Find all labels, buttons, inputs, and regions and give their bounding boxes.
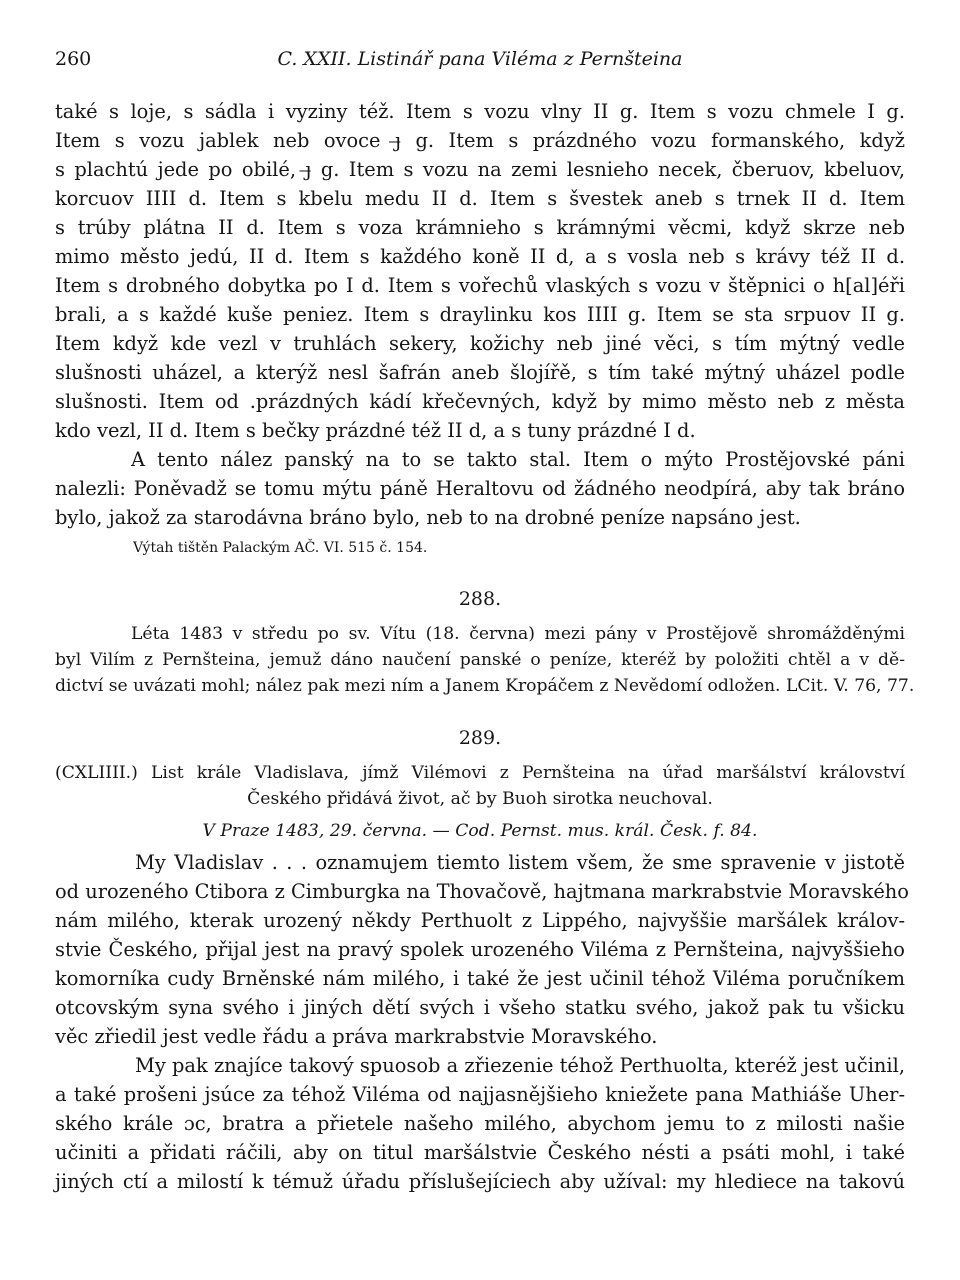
text-line: ského krále ɔc, bratra a přietele našeho milého, abychom jemu to z milosti našie: [55, 1112, 905, 1135]
regest-288: [55, 621, 915, 699]
paragraph-vladislav: [55, 848, 909, 1051]
text-line: slušnosti uházel, a kterýž nesl šafrán aneb šlojířě, s tím také mýtný uházel podle: [55, 361, 905, 384]
text-line: také s loje, s sádla i vyziny též. Item s vozu vlny II g. Item s vozu chmele I g.: [55, 100, 905, 123]
paragraph-perthuolt: [55, 1051, 905, 1196]
text-line: učiniti a přidati ráčili, aby on titul maršálstvie Českého nésti a psáti mohl, i také: [55, 1141, 905, 1164]
paragraph-toll-items: [55, 97, 905, 445]
text-line: brali, a s každé kuše peniez. Item s draylinku kos IIII g. Item se sta srpuov II g.: [55, 303, 905, 326]
dateline: V Praze 1483, 29. června. — Cod. Pernst. mus. král. Česk. f. 84.: [202, 821, 758, 841]
text-line: stvie Českého, přijal jest na pravý spolek urozeného Viléma z Pernšteina, najvyššieho: [55, 938, 905, 961]
running-title: C. XXII. Listinář pana Viléma z Pernšteina: [277, 48, 683, 70]
text-line: My pak znajíce takový spuosob a zřiezenie téhož Perthuolta, kteréž jest učinil,: [135, 1054, 905, 1077]
text-line: My Vladislav . . . oznamujem tiemto listem všem, že sme spravenie v jistotě: [135, 851, 905, 874]
text-line: nám milého, kterak urozený někdy Perthuolt z Lippého, najvyššie maršálek králov-: [55, 909, 905, 932]
source-note: Výtah tištěn Palackým AČ. VI. 515 č. 154.: [133, 540, 428, 556]
title-line: (CXLIIII.) List krále Vladislava, jímž Vilémovi z Pernšteina na úřad maršálství království: [55, 763, 905, 783]
text-line: bylo, jakož za starodávna bráno bylo, neb to na drobné peníze napsáno jest.: [55, 506, 801, 529]
title-289: [55, 760, 905, 812]
text-line: korcuov IIII d. Item s kbelu medu II d. Item s švestek aneb s trnek II d. Item: [55, 187, 905, 210]
text-line: A tento nález panský na to se takto stal. Item o mýto Prostějovské páni: [131, 448, 905, 471]
text-line: nalezli: Poněvadž se tomu mýtu páně Heraltovu od žádného neodpírá, aby tak bráno: [55, 477, 905, 500]
text-line: kdo vezl, II d. Item s bečky prázdné též II d, a s tuny prázdné I d.: [55, 419, 696, 442]
text-line: otcovským syna svého i jiných dětí svých i všeho statku svého, jakož pak tu všicku: [55, 996, 905, 1019]
text-line: Item s drobného dobytka po I d. Item s vořechů vlaských s vozu v štěpnici o h[al]éři: [55, 274, 905, 297]
text-line: byl Vilím z Pernšteina, jemuž dáno naučení panské o peníze, kteréž by položiti chtěl a v dě-: [55, 650, 905, 670]
text-line: s trúby plátna II d. Item s voza krámnieho s krámnými věcmi, když skrze neb: [55, 216, 905, 239]
text-line: Item když kde vezl v truhlách sekery, kožichy neb jiné věci, s tím mýtný vedle: [55, 332, 905, 355]
text-line: jiných ctí a milostí k témuž úřadu příslušejíciech aby užíval: my hlediece na takovú: [55, 1170, 905, 1193]
title-line: Českého přidává život, ač by Buoh sirotka neuchoval.: [247, 789, 713, 809]
text-line: slušnosti. Item od .prázdných kádí křečevných, když by mimo město neb z města: [55, 390, 905, 413]
text-line: věc zřiedil jest vedle řádu a práva markrabstvie Moravského.: [55, 1025, 658, 1048]
text-line: s plachtú jede po obilé, ȷ̶ g. Item s vozu na zemi lesnieho necek, čberuov, kbeluov,: [55, 158, 905, 181]
page-header: [55, 48, 905, 78]
page-number: 260: [55, 48, 92, 70]
text-line: dictví se uvázati mohl; nález pak mezi ním a Janem Kropáčem z Nevědomí odložen. LCit. V. 76, 77.: [55, 676, 915, 696]
document-number-288: 288.: [458, 588, 502, 610]
document-number-289: 289.: [458, 727, 502, 749]
text-line: od urozeného Ctibora z Cimburgka na Thovačově, hajtmana markrabstvie Moravského: [55, 880, 909, 903]
dateline-289: [55, 818, 905, 844]
text-line: mimo město jedú, II d. Item s každého koně II d, a s vosla neb s krávy též II d.: [55, 245, 905, 268]
text-line: komorníka cudy Brněnské nám milého, i také že jest učinil téhož Viléma poručníkem: [55, 967, 905, 990]
text-line: a také prošeni jsúce za téhož Viléma od najjasnějšieho kniežete pana Mathiáše Uher-: [55, 1083, 905, 1106]
text-line: Léta 1483 v středu po sv. Vítu (18. června) mezi pány v Prostějově shromážděnými: [131, 624, 905, 644]
text-line: Item s vozu jablek neb ovoce ȷ̶ g. Item s prázdného vozu formanského, když: [55, 129, 905, 152]
paragraph-finding: [55, 445, 905, 532]
